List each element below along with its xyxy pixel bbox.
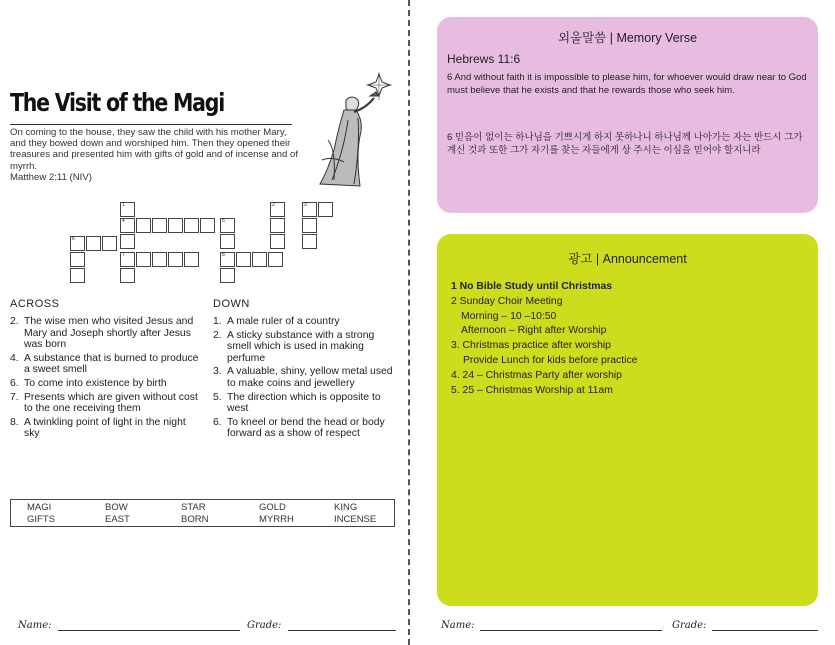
- announcement-title: 광고 | Announcement: [568, 252, 687, 266]
- down-clue: [213, 316, 399, 328]
- grade-line[interactable]: [288, 630, 396, 631]
- announcement-item: Afternoon – Right after Worship: [461, 325, 607, 337]
- word-bank-word: GIFTS: [27, 514, 55, 525]
- clue-text: A twinkling point of light in the night sky: [24, 416, 186, 440]
- word-bank-word: MYRRH: [259, 514, 294, 525]
- clue-text: The wise men who visited Jesus and Mary and Joseph shortly after Jesus was born: [24, 316, 194, 351]
- across-clue: [10, 353, 200, 376]
- word-bank: [10, 499, 395, 527]
- down-clue: [213, 417, 399, 440]
- crossword-cell[interactable]: [120, 218, 135, 233]
- clue-text: Presents which are given without cost to the one receiving them: [24, 391, 198, 415]
- crossword-cell[interactable]: [168, 252, 183, 267]
- grade-label: Grade:: [672, 620, 707, 631]
- crossword-cell[interactable]: [152, 218, 167, 233]
- crossword-cell[interactable]: [120, 252, 135, 267]
- verse-korean: 6 믿음이 없이는 하나님을 기쁘시게 하지 못하나니 하나님께 나아가는 자는 반드시 그가 계신 것과 또한 그가 자기를 찾는 자들에게 상 주시는 이심을 믿어야 할지니라: [447, 132, 803, 156]
- worksheet-title: The Visit of the Magi: [10, 88, 224, 117]
- word-bank-word: BORN: [181, 514, 209, 525]
- cell-number: 6: [72, 236, 75, 242]
- crossword-cell[interactable]: [136, 252, 151, 267]
- word-bank-word: GOLD: [259, 502, 286, 513]
- word-bank-word: INCENSE: [334, 514, 377, 525]
- crossword-cell[interactable]: [270, 218, 285, 233]
- across-clues: [10, 316, 200, 442]
- word-bank-word: STAR: [181, 502, 206, 513]
- crossword-cell[interactable]: [70, 252, 85, 267]
- clue-number: 1.: [213, 316, 222, 327]
- intro-citation: Matthew 2:11 (NIV): [10, 171, 92, 183]
- announcement-item: 2 Sunday Choir Meeting: [451, 295, 563, 307]
- crossword-cell[interactable]: [184, 252, 199, 267]
- crossword-cell[interactable]: [270, 234, 285, 249]
- down-clue: [213, 392, 399, 415]
- crossword-cell[interactable]: [270, 202, 285, 217]
- across-heading: ACROSS: [10, 298, 60, 310]
- word-bank-word: KING: [334, 502, 358, 513]
- announcement-item: 4. 24 – Christmas Party after worship: [451, 369, 622, 381]
- across-clue: [10, 378, 200, 390]
- announcement-item: 1 No Bible Study until Christmas: [451, 281, 613, 292]
- name-label: Name:: [441, 620, 475, 631]
- intro-text: On coming to the house, they saw the child with his mother Mary, and they bowed down and worshiped him. Then they opened their treasures and presented him with gifts of gold and of incense and of myrrh.: [10, 127, 298, 172]
- clue-number: 6.: [213, 416, 222, 428]
- announcement-box: [437, 234, 818, 606]
- intro-passage: [10, 127, 302, 183]
- word-bank-word: EAST: [105, 514, 130, 525]
- cell-number: 2: [272, 202, 275, 208]
- crossword-cell[interactable]: [220, 252, 235, 267]
- clue-number: 5.: [213, 391, 222, 403]
- name-line[interactable]: [480, 630, 662, 631]
- clue-text: A valuable, shiny, yellow metal used to make coins and jewellery: [227, 366, 393, 389]
- across-clue: [10, 316, 200, 351]
- clue-text: The direction which is opposite to west: [227, 391, 381, 415]
- cell-number: 3: [304, 202, 307, 208]
- clue-number: 7.: [10, 391, 19, 403]
- crossword-cell[interactable]: [120, 234, 135, 249]
- title-rule: [10, 124, 292, 125]
- grade-label: Grade:: [247, 620, 282, 631]
- crossword-cell[interactable]: [302, 234, 317, 249]
- crossword-cell[interactable]: [168, 218, 183, 233]
- clue-number: 2.: [10, 316, 19, 327]
- crossword-cell[interactable]: [318, 202, 333, 217]
- clue-text: To kneel or bend the head or body forward as a show of respect: [227, 416, 385, 440]
- down-clues: [213, 316, 399, 442]
- cell-number: 8: [222, 252, 225, 258]
- crossword-cell[interactable]: [86, 236, 101, 251]
- name-line[interactable]: [58, 630, 240, 631]
- cell-number: 1: [122, 202, 125, 208]
- clue-text: A substance that is burned to produce a sweet smell: [24, 352, 199, 376]
- crossword-cell[interactable]: [136, 218, 151, 233]
- crossword-cell[interactable]: [70, 268, 85, 283]
- page-divider: [408, 0, 410, 645]
- clue-number: 6.: [10, 377, 19, 389]
- crossword-cell[interactable]: [120, 202, 135, 217]
- cell-number: 5: [222, 218, 225, 224]
- cell-number: 7: [122, 252, 125, 258]
- verse-english: 6 And without faith it is impossible to please him, for whoever would draw near to God must believe that he exists and that he rewards those who seek him.: [447, 72, 807, 96]
- crossword-cell[interactable]: [120, 268, 135, 283]
- announcement-item: Morning – 10 –10:50: [461, 310, 557, 322]
- verse-reference: Hebrews 11:6: [447, 52, 521, 66]
- crossword-cell[interactable]: [236, 252, 251, 267]
- word-bank-word: MAGI: [27, 502, 52, 513]
- across-clue: [10, 417, 200, 440]
- crossword-cell[interactable]: [302, 218, 317, 233]
- clue-text: A sticky substance with a strong smell which is used in making perfume: [227, 329, 375, 364]
- crossword-cell[interactable]: [220, 218, 235, 233]
- clue-number: 8.: [10, 416, 19, 428]
- down-clue: [213, 330, 399, 365]
- crossword-cell[interactable]: [220, 268, 235, 283]
- crossword-cell[interactable]: [102, 236, 117, 251]
- clue-text: To come into existence by birth: [24, 377, 167, 389]
- crossword-cell[interactable]: [220, 234, 235, 249]
- clue-number: 3.: [213, 366, 222, 378]
- crossword-cell[interactable]: [70, 236, 85, 251]
- memory-verse-box: [437, 17, 818, 213]
- down-heading: DOWN: [213, 298, 250, 310]
- name-label: Name:: [18, 620, 52, 631]
- announcement-item: 3. Christmas practice after worship: [451, 340, 611, 352]
- crossword-cell[interactable]: [152, 252, 167, 267]
- across-clue: [10, 392, 200, 415]
- magi-illustration: [318, 70, 398, 188]
- announcement-list: [451, 280, 811, 398]
- crossword-cell[interactable]: [268, 252, 283, 267]
- cell-number: 4: [122, 218, 125, 224]
- clue-number: 2.: [213, 329, 222, 341]
- clue-number: 4.: [10, 352, 19, 364]
- announcement-item: Provide Lunch for kids before practice: [463, 354, 638, 366]
- grade-line[interactable]: [712, 630, 818, 631]
- word-bank-word: BOW: [105, 502, 128, 513]
- clue-text: A male ruler of a country: [227, 316, 340, 327]
- down-clue: [213, 366, 399, 389]
- crossword-cell[interactable]: [200, 218, 215, 233]
- announcement-item: 5. 25 – Christmas Worship at 11am: [451, 384, 613, 396]
- memory-verse-title: 외울말씀 | Memory Verse: [557, 31, 698, 45]
- crossword-cell[interactable]: [302, 202, 317, 217]
- crossword-cell[interactable]: [184, 218, 199, 233]
- crossword-cell[interactable]: [252, 252, 267, 267]
